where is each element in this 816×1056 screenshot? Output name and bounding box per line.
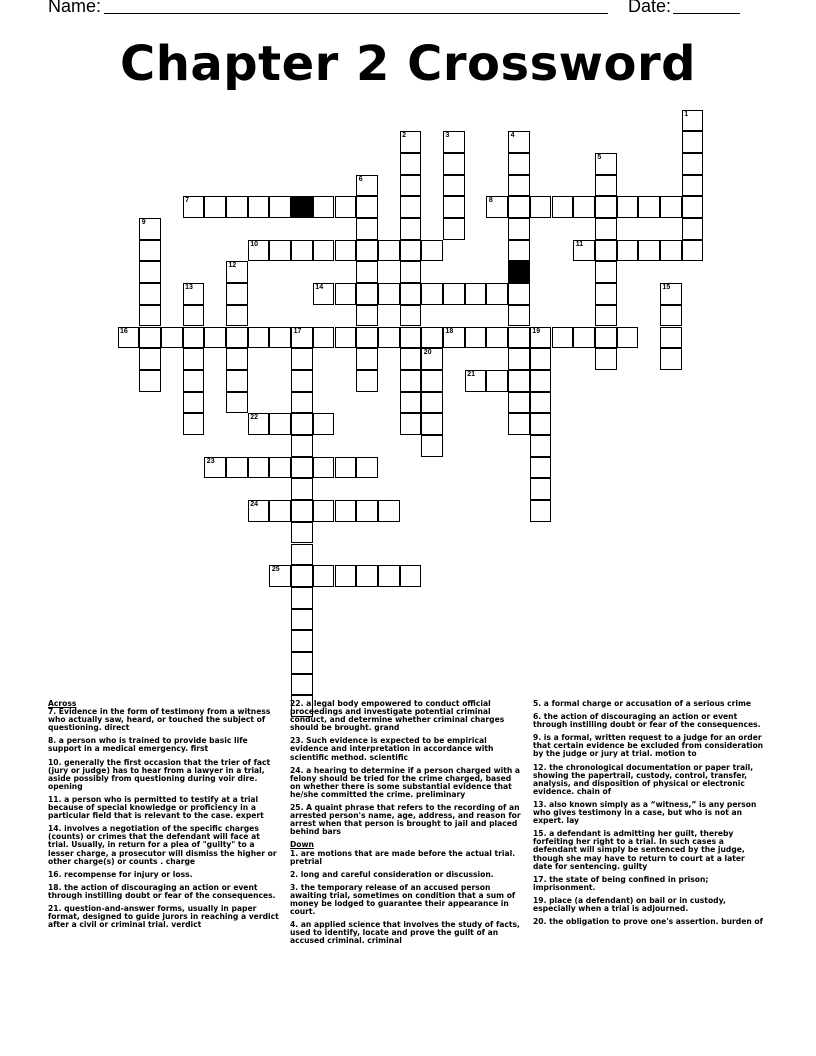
grid-cell[interactable] — [139, 261, 161, 283]
clue-number: 2 — [402, 132, 406, 140]
grid-cell[interactable] — [400, 305, 422, 327]
grid-cell[interactable] — [248, 196, 270, 218]
grid-cell[interactable] — [508, 305, 530, 327]
clue-text: 3. the temporary release of an accused person awaiting trial, sometimes on condition that a sum of money be lodged to guarantee their appearance in court. — [290, 882, 516, 917]
grid-cell[interactable] — [508, 327, 530, 349]
grid-cell[interactable] — [313, 240, 335, 262]
clue-number: 14 — [315, 284, 324, 292]
grid-cell[interactable] — [595, 175, 617, 197]
grid-cell[interactable] — [183, 370, 205, 392]
grid-cell[interactable] — [291, 457, 313, 479]
grid-cell[interactable] — [421, 327, 443, 349]
grid-cell[interactable] — [530, 478, 552, 500]
grid-cell[interactable] — [335, 565, 357, 587]
grid-cell[interactable] — [443, 196, 465, 218]
grid-cell[interactable] — [682, 175, 704, 197]
grid-cell[interactable] — [465, 327, 487, 349]
grid-cell[interactable] — [660, 327, 682, 349]
grid-cell[interactable] — [508, 131, 530, 153]
grid-cell[interactable] — [313, 196, 335, 218]
grid-cell[interactable] — [269, 457, 291, 479]
grid-cell[interactable] — [660, 348, 682, 370]
grid-cell[interactable] — [139, 240, 161, 262]
grid-cell[interactable] — [530, 327, 552, 349]
grid-cell[interactable] — [356, 175, 378, 197]
grid-cell[interactable] — [682, 196, 704, 218]
grid-cell[interactable] — [530, 500, 552, 522]
clue-number: 11 — [575, 240, 584, 248]
grid-cell[interactable] — [378, 240, 400, 262]
grid-cell[interactable] — [508, 218, 530, 240]
clue-number: 25 — [271, 566, 280, 574]
grid-cell[interactable] — [356, 500, 378, 522]
clue-text: 10. generally the first occasion that the trier of fact (jury or judge) has to hear from a lawyer in a trial, aside possibly from questioning during voir dire. opening — [48, 757, 271, 791]
grid-cell[interactable] — [269, 240, 291, 262]
clue-text: 18. the action of discouraging an action or event through instilling doubt or fear of the consequences. — [48, 882, 276, 900]
clue-number: 6 — [358, 175, 363, 183]
grid-cell[interactable] — [291, 435, 313, 457]
grid-cell[interactable] — [530, 196, 552, 218]
grid-cell[interactable] — [139, 305, 161, 327]
clue-number: 15 — [662, 284, 671, 292]
grid-cell[interactable] — [356, 565, 378, 587]
grid-cell[interactable] — [183, 392, 205, 414]
grid-cell[interactable] — [400, 565, 422, 587]
grid-cell[interactable] — [508, 283, 530, 305]
grid-cell[interactable] — [356, 348, 378, 370]
grid-cell[interactable] — [313, 327, 335, 349]
clue-number: 8 — [488, 197, 493, 205]
clue-number: 16 — [120, 327, 128, 335]
grid-cell[interactable] — [508, 392, 530, 414]
grid-cell[interactable] — [400, 153, 422, 175]
grid-cell[interactable] — [183, 305, 205, 327]
clue-number: 13 — [185, 284, 193, 292]
grid-cell[interactable] — [638, 196, 660, 218]
grid-cell[interactable] — [291, 609, 313, 631]
date-label: Date: — [628, 0, 672, 16]
grid-cell[interactable] — [400, 283, 422, 305]
grid-cell[interactable] — [552, 327, 574, 349]
grid-cell[interactable] — [573, 327, 595, 349]
grid-cell[interactable] — [291, 522, 313, 544]
clue-text: 20. the obligation to prove one's assertion. burden of — [533, 917, 763, 927]
grid-cell[interactable] — [595, 196, 617, 218]
grid-cell[interactable] — [508, 370, 530, 392]
grid-cell[interactable] — [291, 565, 313, 587]
grid-cell[interactable] — [269, 565, 291, 587]
grid-cell[interactable] — [595, 261, 617, 283]
grid-cell[interactable] — [378, 565, 400, 587]
grid-cell[interactable] — [291, 370, 313, 392]
grid-cell[interactable] — [443, 327, 465, 349]
clue-text: 17. the state of being confined in prison; imprisonment. — [533, 874, 709, 892]
grid-cell[interactable] — [443, 175, 465, 197]
grid-cell[interactable] — [248, 327, 270, 349]
grid-cell[interactable] — [291, 630, 313, 652]
grid-cell[interactable] — [291, 327, 313, 349]
clue-list — [0, 700, 816, 1040]
grid-cell[interactable] — [617, 196, 639, 218]
clue-number: 4 — [510, 132, 515, 140]
clue-text: 6. the action of discouraging an action or event through instilling doubt or fear of the consequences. — [533, 712, 761, 730]
grid-cell[interactable] — [400, 348, 422, 370]
grid-cell[interactable] — [291, 348, 313, 370]
clue-text: 4. an applied science that involves the study of facts, used to identify, locate and prove the guilt of an accused criminal. criminal — [290, 920, 520, 946]
grid-cell[interactable] — [139, 218, 161, 240]
grid-cell[interactable] — [508, 153, 530, 175]
grid-cell[interactable] — [226, 196, 248, 218]
grid-cell[interactable] — [356, 327, 378, 349]
grid-cell[interactable] — [313, 457, 335, 479]
clue-text: 11. a person who is permitted to testify at a trial because of special knowledge or proficiency in a particular field that is relevant to the case. expert — [48, 794, 264, 821]
grid-cell[interactable] — [508, 240, 530, 262]
clue-number: 20 — [423, 349, 432, 357]
grid-cell[interactable] — [204, 327, 226, 349]
clue-number: 9 — [141, 219, 146, 226]
down-heading: Down — [290, 840, 314, 850]
clue-number: 5 — [597, 153, 602, 161]
grid-cell[interactable] — [443, 153, 465, 175]
grid-cell[interactable] — [313, 565, 335, 587]
grid-cell[interactable] — [356, 457, 378, 479]
grid-cell[interactable] — [400, 196, 422, 218]
grid-cell[interactable] — [313, 500, 335, 522]
clue-text: 9. is a formal, written request to a judge for an order that certain evidence be excluded from consideration by the judge or jury at trial. motion to — [533, 733, 764, 759]
grid-cell[interactable] — [248, 240, 270, 262]
grid-cell[interactable] — [226, 305, 248, 327]
grid-cell[interactable] — [291, 587, 313, 609]
grid-block — [508, 261, 530, 283]
grid-cell[interactable] — [291, 674, 313, 696]
grid-cell[interactable] — [400, 370, 422, 392]
clue-number: 22 — [250, 414, 258, 422]
grid-cell[interactable] — [291, 240, 313, 262]
grid-cell[interactable] — [421, 348, 443, 370]
grid-cell[interactable] — [226, 327, 248, 349]
grid-cell[interactable] — [400, 131, 422, 153]
grid-cell[interactable] — [161, 327, 183, 349]
grid-cell[interactable] — [269, 413, 291, 435]
grid-cell[interactable] — [660, 240, 682, 262]
grid-cell[interactable] — [552, 196, 574, 218]
grid-cell[interactable] — [486, 370, 508, 392]
grid-cell[interactable] — [226, 283, 248, 305]
clue-number: 3 — [445, 132, 450, 140]
grid-cell[interactable] — [421, 392, 443, 414]
grid-cell[interactable] — [617, 240, 639, 262]
grid-cell[interactable] — [530, 435, 552, 457]
grid-cell[interactable] — [400, 392, 422, 414]
grid-cell[interactable] — [400, 240, 422, 262]
grid-cell[interactable] — [400, 175, 422, 197]
grid-cell[interactable] — [248, 413, 270, 435]
clue-number: 18 — [445, 327, 454, 335]
grid-cell[interactable] — [183, 283, 205, 305]
clue-text: 2. long and careful consideration or discussion. — [290, 869, 494, 879]
grid-cell[interactable] — [638, 240, 660, 262]
name-label: Name: — [48, 0, 102, 16]
clue-number: 10 — [250, 240, 258, 248]
grid-cell[interactable] — [356, 196, 378, 218]
grid-cell[interactable] — [682, 131, 704, 153]
grid-cell[interactable] — [183, 413, 205, 435]
grid-cell[interactable] — [139, 370, 161, 392]
grid-cell[interactable] — [226, 261, 248, 283]
grid-cell[interactable] — [595, 305, 617, 327]
grid-cell[interactable] — [335, 327, 357, 349]
grid-cell[interactable] — [421, 240, 443, 262]
grid-cell[interactable] — [573, 240, 595, 262]
grid-cell[interactable] — [183, 348, 205, 370]
grid-cell[interactable] — [356, 261, 378, 283]
grid-cell[interactable] — [530, 413, 552, 435]
grid-cell[interactable] — [595, 153, 617, 175]
grid-cell[interactable] — [400, 327, 422, 349]
grid-cell[interactable] — [530, 370, 552, 392]
grid-cell[interactable] — [486, 283, 508, 305]
grid-cell[interactable] — [204, 196, 226, 218]
clue-number: 7 — [185, 197, 189, 205]
grid-cell[interactable] — [356, 240, 378, 262]
grid-cell[interactable] — [400, 413, 422, 435]
grid-cell[interactable] — [226, 392, 248, 414]
grid-block — [291, 196, 313, 218]
grid-cell[interactable] — [226, 370, 248, 392]
clue-number: 23 — [206, 457, 215, 465]
page-title: Chapter 2 Crossword — [119, 36, 696, 92]
clue-text: 16. recompense for injury or loss. — [48, 869, 193, 879]
grid-cell[interactable] — [269, 327, 291, 349]
grid-cell[interactable] — [595, 327, 617, 349]
grid-cell[interactable] — [248, 500, 270, 522]
clue-number: 24 — [250, 501, 258, 509]
grid-cell[interactable] — [356, 283, 378, 305]
grid-cell[interactable] — [291, 544, 313, 566]
grid-cell[interactable] — [595, 240, 617, 262]
grid-cell[interactable] — [291, 652, 313, 674]
grid-cell[interactable] — [465, 283, 487, 305]
grid-cell[interactable] — [682, 218, 704, 240]
grid-cell[interactable] — [335, 196, 357, 218]
clue-text: 8. a person who is trained to provide basic life support in a medical emergency. first — [48, 736, 248, 754]
grid-cell[interactable] — [204, 457, 226, 479]
grid-cell[interactable] — [378, 500, 400, 522]
clue-number: 12 — [228, 262, 237, 270]
clue-text: 15. a defendant is admitting her guilt, thereby forfeiting her right to a trial. In such cases a defendant will simply be sentenced by the judge, though she may have to return to court at a later date for sentencing. guilty — [533, 829, 745, 871]
grid-cell[interactable] — [443, 218, 465, 240]
clue-text: 14. involves a negotiation of the specific charges (counts) or crimes that the defendant will face at trial. Usually, in return for a plea of "guilty" to a lesser charge, a prosecutor will dismiss the higher or other charge(s) or counts . charge — [48, 824, 277, 866]
grid-cell[interactable] — [595, 348, 617, 370]
grid-cell[interactable] — [291, 500, 313, 522]
clue-text: 1. are motions that are made before the actual trial. pretrial — [290, 848, 516, 866]
grid-cell[interactable] — [508, 348, 530, 370]
clue-text: 21. question-and-answer forms, usually in paper format, designed to guide jurors in reaching a verdict after a civil or criminal trial. verdict — [48, 903, 279, 930]
clue-text: 13. also known simply as a “witness,” is any person who gives testimony in a case, but who is not an expert. lay — [533, 799, 757, 826]
across-heading: Across — [48, 699, 77, 708]
grid-cell[interactable] — [486, 196, 508, 218]
grid-cell[interactable] — [313, 413, 335, 435]
grid-cell[interactable] — [486, 327, 508, 349]
clue-text: 23. Such evidence is expected to be empirical evidence and interpretation in accordance with scientific method. scientific — [290, 736, 494, 762]
grid-cell[interactable] — [335, 240, 357, 262]
clue-column-2 — [290, 700, 522, 950]
grid-cell[interactable] — [356, 370, 378, 392]
grid-cell[interactable] — [356, 305, 378, 327]
grid-cell[interactable] — [660, 283, 682, 305]
clue-number: 17 — [293, 327, 302, 335]
grid-cell[interactable] — [530, 348, 552, 370]
grid-cell[interactable] — [682, 240, 704, 262]
grid-cell[interactable] — [421, 413, 443, 435]
grid-cell[interactable] — [508, 196, 530, 218]
grid-cell[interactable] — [118, 327, 140, 349]
grid-cell[interactable] — [400, 218, 422, 240]
grid-cell[interactable] — [356, 218, 378, 240]
clue-column-1 — [48, 700, 280, 934]
grid-cell[interactable] — [378, 283, 400, 305]
grid-cell[interactable] — [530, 392, 552, 414]
grid-cell[interactable] — [183, 196, 205, 218]
grid-cell[interactable] — [291, 413, 313, 435]
grid-cell[interactable] — [248, 457, 270, 479]
grid-cell[interactable] — [421, 283, 443, 305]
grid-cell[interactable] — [595, 283, 617, 305]
grid-cell[interactable] — [139, 283, 161, 305]
grid-cell[interactable] — [291, 478, 313, 500]
grid-cell[interactable] — [421, 370, 443, 392]
grid-cell[interactable] — [269, 500, 291, 522]
clue-text: 12. the chronological documentation or paper trail, showing the papertrail, custody, control, transfer, analysis, and disposition of physical or electronic evidence. chain of — [533, 762, 754, 796]
grid-cell[interactable] — [139, 348, 161, 370]
grid-cell[interactable] — [313, 283, 335, 305]
clue-number: 19 — [532, 327, 541, 335]
grid-cell[interactable] — [291, 392, 313, 414]
clue-text: 5. a formal charge or accusation of a serious crime — [533, 699, 752, 708]
grid-cell[interactable] — [183, 327, 205, 349]
grid-cell[interactable] — [269, 196, 291, 218]
grid-cell[interactable] — [508, 175, 530, 197]
grid-cell[interactable] — [660, 305, 682, 327]
grid-cell[interactable] — [617, 327, 639, 349]
grid-cell[interactable] — [335, 457, 357, 479]
grid-cell[interactable] — [573, 196, 595, 218]
clue-number: 21 — [467, 370, 475, 378]
grid-cell[interactable] — [400, 261, 422, 283]
clue-text: 22. a legal body empowered to conduct official proceedings and investigate potential criminal conduct, and determine whether criminal charges should be brought. grand — [290, 699, 505, 733]
grid-cell[interactable] — [421, 435, 443, 457]
grid-cell[interactable] — [226, 348, 248, 370]
grid-cell[interactable] — [443, 283, 465, 305]
grid-cell[interactable] — [682, 110, 704, 132]
grid-cell[interactable] — [682, 153, 704, 175]
grid-cell[interactable] — [443, 131, 465, 153]
grid-cell[interactable] — [139, 327, 161, 349]
grid-cell[interactable] — [226, 457, 248, 479]
clue-text: 7. Evidence in the form of testimony from a witness who actually saw, heard, or touched the subject of questioning. direct — [48, 707, 271, 733]
grid-cell[interactable] — [595, 218, 617, 240]
clue-text: 19. place (a defendant) on bail or in custody, especially when a trial is adjourned. — [533, 895, 726, 913]
clue-text: 25. A quaint phrase that refers to the recording of an arrested person's name, age, address, and reason for arrest when that person is brought to jail and placed behind bars — [290, 803, 521, 837]
grid-cell[interactable] — [660, 196, 682, 218]
grid-cell[interactable] — [530, 457, 552, 479]
clue-number: 1 — [684, 110, 689, 118]
grid-cell[interactable] — [508, 413, 530, 435]
grid-cell[interactable] — [335, 500, 357, 522]
grid-cell[interactable] — [465, 370, 487, 392]
clue-column-3 — [533, 700, 765, 931]
grid-cell[interactable] — [378, 327, 400, 349]
clue-text: 24. a hearing to determine if a person charged with a felony should be tried for the crime charged, based on whether there is some substantial evidence that he/she committed the crime. preliminary — [290, 765, 520, 799]
grid-cell[interactable] — [335, 283, 357, 305]
